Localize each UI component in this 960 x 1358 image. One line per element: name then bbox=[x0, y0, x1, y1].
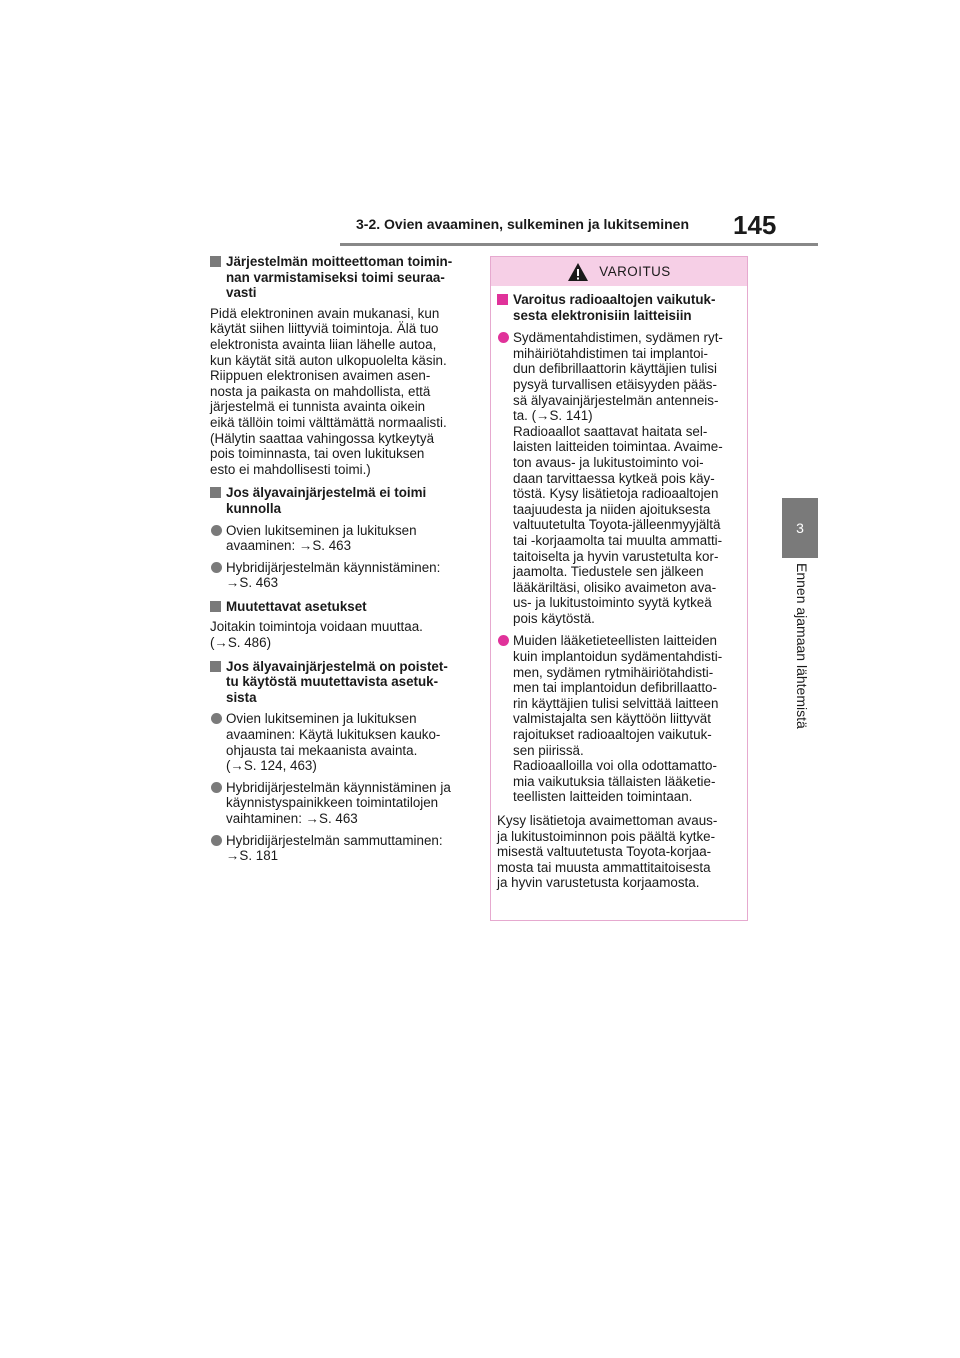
circle-bullet-icon bbox=[211, 525, 222, 536]
paragraph: Joitakin toimintoja voidaan muuttaa. (→S. 486) bbox=[210, 619, 423, 651]
circle-bullet-icon bbox=[211, 562, 222, 573]
heading-text: Jos älyavainjärjestelmä on poistet- tu käytöstä muutettavista asetuk- sista bbox=[226, 658, 448, 705]
section-heading bbox=[210, 254, 468, 301]
circle-bullet-icon bbox=[211, 713, 222, 724]
chapter-number: 3 bbox=[796, 520, 804, 536]
list-item bbox=[210, 711, 468, 773]
chapter-label: Ennen ajamaan lähtemistä bbox=[794, 563, 810, 729]
list-item bbox=[210, 560, 468, 591]
warning-body bbox=[491, 286, 747, 891]
list-item-text: Hybridijärjestelmän käynnistäminen ja käynnistyspainikkeen toimintatilojen vaihtaminen: →S. 463 bbox=[226, 779, 451, 826]
list-item bbox=[210, 523, 468, 554]
warning-box bbox=[490, 256, 748, 921]
list-item-text: Ovien lukitseminen ja lukituksen avaaminen: →S. 463 bbox=[226, 522, 417, 554]
warning-header bbox=[491, 257, 747, 286]
square-bullet-icon bbox=[497, 294, 508, 305]
section-heading bbox=[210, 659, 468, 706]
section-heading bbox=[210, 599, 468, 615]
warning-triangle-icon bbox=[567, 262, 589, 282]
circle-bullet-icon bbox=[498, 332, 509, 343]
square-bullet-icon bbox=[210, 256, 221, 267]
list-item-text: Ovien lukitseminen ja lukituksen avaaminen: Käytä lukituksen kauko- ohjausta tai mekaanista avainta. (→S. 124, 463) bbox=[226, 711, 441, 774]
list-item bbox=[210, 780, 468, 827]
square-bullet-icon bbox=[210, 601, 221, 612]
heading-text: Jos älyavainjärjestelmä ei toimi kunnolla bbox=[226, 485, 427, 516]
page-number: 145 bbox=[733, 210, 777, 240]
list-item bbox=[210, 833, 468, 864]
circle-bullet-icon bbox=[211, 782, 222, 793]
list-item bbox=[497, 633, 741, 805]
circle-bullet-icon bbox=[211, 835, 222, 846]
list-item-text: Sydämentahdistimen, sydämen ryt- mihäiriötahdistimen tai implantoi- dun defibrillaattorin käyttäjien tulisi pysyä turvallisen etäisyyden pääs- sä älyavainjärjestelmän antenneis- ta. (→S. 141) Radioaallot saattavat haitata sel- laisten laitteiden toimintaa. Avaime- ton avaus- ja lukitustoiminto voi- daan tarvittaessa kytkeä pois käy- töstä. Kysy lisätietoja radioaaltojen taajuudesta ja niiden ajoituksesta valtuutetulta Toyota-jälleenmyyjältä tai -korjaamolta tai muulta ammatti- taitoiselta ja hyvin varustetulta kor- jaamolta. Tiedustele sen jälkeen lääkäriltäsi, olisiko avaimeton ava- us- ja lukitustoiminto syytä kytkeä pois käytöstä. bbox=[513, 330, 723, 626]
warning-closing-paragraph: Kysy lisätietoja avaimettoman avaus- ja lukitustoiminnon pois päältä kytke- misestä valtuutetusta Toyota-korjaa- mosta tai muusta ammattitaitoisesta ja hyvin varustetusta korjaamosta. bbox=[497, 813, 718, 891]
square-bullet-icon bbox=[210, 487, 221, 498]
square-bullet-icon bbox=[210, 661, 221, 672]
warning-heading bbox=[497, 292, 741, 323]
list-item-text: Hybridijärjestelmän sammuttaminen: →S. 181 bbox=[226, 832, 443, 864]
heading-text: Varoitus radioaaltojen vaikutuk- sesta elektronisiin laitteisiin bbox=[513, 292, 716, 323]
circle-bullet-icon bbox=[498, 635, 509, 646]
paragraph: Pidä elektroninen avain mukanasi, kun käytät siihen liittyviä toimintoja. Älä tuo elektronista avainta liian lähelle autoa, kun käytät sitä auton ulkopuolelta käsin. Riippuen elektronisen avaimen asen- nosta ja paikasta on mahdollista, että järjestelmä ei tunnista avainta oikein eikä tällöin toimi välttämättä normaalisti. (Hälytin saattaa vahingossa kytkeytyä pois toiminnasta, tai oven lukituksen esto ei mahdollisesti toimi.) bbox=[210, 305, 447, 477]
warning-title: VAROITUS bbox=[599, 264, 671, 279]
section-title: 3-2. Ovien avaaminen, sulkeminen ja lukitseminen bbox=[356, 216, 690, 232]
list-item bbox=[497, 330, 741, 626]
heading-text: Järjestelmän moitteettoman toimin- nan varmistamiseksi toimi seuraa- vasti bbox=[226, 254, 453, 301]
chapter-tab bbox=[782, 498, 818, 558]
list-item-text: Hybridijärjestelmän käynnistäminen: →S. 463 bbox=[226, 559, 441, 591]
section-heading bbox=[210, 485, 468, 516]
left-column bbox=[210, 254, 468, 864]
header-rule bbox=[340, 243, 818, 246]
list-item-text: Muiden lääketieteellisten laitteiden kuin implantoidun sydämentahdisti- men, sydämen rytmihäiriötahdisti- men tai implantoidun defibrillaatto- rin käyttäjien tulisi selvittää laitteen valmistajalta sen käyttöön liittyvät rajoitukset radioaaltojen vaikutuk- sen piirissä. Radioaalloilla voi olla odottamatto- mia vaikutuksia tällaisten lääketie- teellisten laitteiden toimintaan. bbox=[513, 633, 723, 805]
heading-text: Muutettavat asetukset bbox=[226, 598, 367, 614]
